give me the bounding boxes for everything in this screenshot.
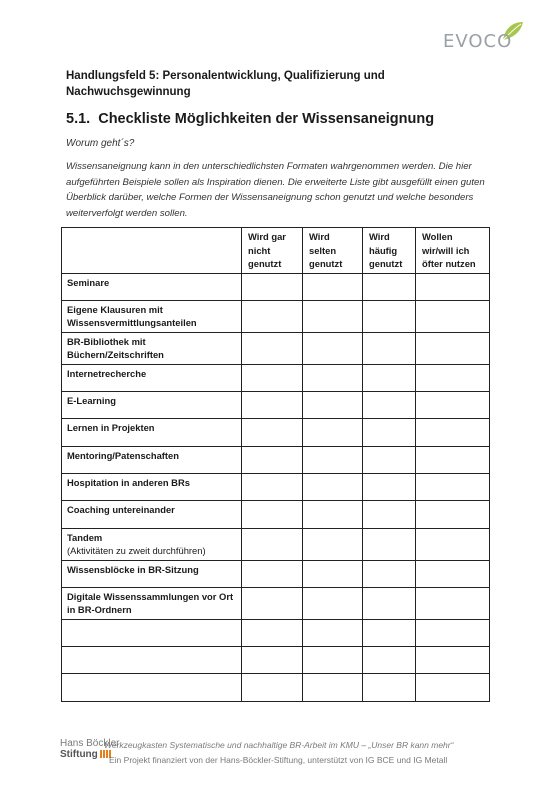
checkbox-cell[interactable] <box>303 473 363 500</box>
checkbox-cell[interactable] <box>242 300 303 332</box>
header-cell: Wird selten genutzt <box>303 228 363 274</box>
table-row <box>62 619 490 646</box>
checkbox-cell[interactable] <box>416 560 490 587</box>
checkbox-cell[interactable] <box>242 392 303 419</box>
table-row <box>62 560 490 587</box>
checkbox-cell[interactable] <box>363 619 416 646</box>
checkbox-cell[interactable] <box>303 501 363 528</box>
checkbox-cell[interactable] <box>303 392 363 419</box>
row-label: Seminare <box>67 276 110 288</box>
checkbox-cell[interactable] <box>242 528 303 560</box>
row-label: Lernen in Projekten <box>67 422 155 434</box>
header-cell: Wird häufig genutzt <box>363 228 416 274</box>
row-label: Eigene Klausuren mit Wissensvermittlungsanteilen <box>67 303 197 329</box>
table-header-row <box>62 228 490 274</box>
header-cell <box>62 228 242 274</box>
checkbox-cell[interactable] <box>303 647 363 674</box>
row-label: BR-Bibliothek mit Büchern/Zeitschriften <box>67 335 164 361</box>
checkbox-cell[interactable] <box>416 674 490 701</box>
checkbox-cell[interactable] <box>242 587 303 619</box>
row-label: E-Learning <box>67 395 116 407</box>
checkbox-cell[interactable] <box>242 273 303 300</box>
checkbox-cell[interactable] <box>303 446 363 473</box>
section-heading <box>66 111 434 127</box>
header-cell: Wollen wir/will ich öfter nutzen <box>416 228 490 274</box>
org-line2: Stiftung <box>60 749 98 760</box>
checkbox-cell[interactable] <box>242 560 303 587</box>
checkbox-cell[interactable] <box>363 647 416 674</box>
checkbox-cell[interactable] <box>303 560 363 587</box>
row-label-cell <box>62 419 242 446</box>
evoco-logo <box>443 20 525 54</box>
checkbox-cell[interactable] <box>242 332 303 364</box>
row-label-cell <box>62 332 242 364</box>
table-row <box>62 501 490 528</box>
row-label-cell <box>62 392 242 419</box>
row-label-cell <box>62 560 242 587</box>
row-label-cell <box>62 528 242 560</box>
section-number: 5.1. <box>66 111 91 127</box>
checkbox-cell[interactable] <box>363 392 416 419</box>
checkbox-cell[interactable] <box>242 473 303 500</box>
checkbox-cell[interactable] <box>416 619 490 646</box>
checkbox-cell[interactable] <box>363 674 416 701</box>
row-note: (Aktivitäten zu zweit durchführen) <box>67 545 206 557</box>
row-label: Digitale Wissenssammlungen vor Ort in BR-Ordnern <box>67 590 234 616</box>
handlungsfeld-heading: Handlungsfeld 5: Personalentwicklung, Qualifizierung und Nachwuchsgewinnung <box>66 70 385 98</box>
checkbox-cell[interactable] <box>363 501 416 528</box>
org-line1: Hans Böckler <box>60 738 120 749</box>
logo-text: EVOCO <box>443 31 513 52</box>
checkbox-cell[interactable] <box>303 300 363 332</box>
section-title: Checkliste Möglichkeiten der Wissensaneignung <box>98 111 435 127</box>
checkbox-cell[interactable] <box>363 364 416 391</box>
table-row <box>62 473 490 500</box>
row-label-cell <box>62 273 242 300</box>
row-label: Hospitation in anderen BRs <box>67 476 190 488</box>
table-row <box>62 647 490 674</box>
row-label-cell <box>62 501 242 528</box>
table-row <box>62 446 490 473</box>
table-row <box>62 528 490 560</box>
checkbox-cell[interactable] <box>303 674 363 701</box>
row-label-cell <box>62 364 242 391</box>
row-label: Mentoring/Patenschaften <box>67 449 179 461</box>
intro-paragraph: Wissensaneignung kann in den unterschiedlichsten Formaten wahrgenommen werden. Die hier aufgeführten Beispiele sollen als Inspiration dienen. Die erweiterte Liste gibt ausgefüllt einen guten Überblick darüber, welche Formen der Wissensaneignung schon genutzt und welche besonders weiterverfolgt werden sollen. <box>66 161 485 219</box>
table-row <box>62 392 490 419</box>
checkbox-cell[interactable] <box>363 473 416 500</box>
checkbox-cell[interactable] <box>416 300 490 332</box>
checkbox-cell[interactable] <box>242 674 303 701</box>
checkbox-cell[interactable] <box>363 273 416 300</box>
checkbox-cell[interactable] <box>303 364 363 391</box>
checkbox-cell[interactable] <box>303 332 363 364</box>
checkbox-cell[interactable] <box>416 528 490 560</box>
checkbox-cell[interactable] <box>416 392 490 419</box>
checkbox-cell[interactable] <box>416 364 490 391</box>
header-cell: Wird gar nicht genutzt <box>242 228 303 274</box>
table-row <box>62 364 490 391</box>
row-label-cell <box>62 619 242 646</box>
checkbox-cell[interactable] <box>363 419 416 446</box>
footer-line1: Werkzeugkasten Systematische und nachhaltige BR-Arbeit im KMU – „Unser BR kann mehr“ <box>104 740 454 750</box>
checkbox-cell[interactable] <box>363 446 416 473</box>
checkbox-cell[interactable] <box>242 419 303 446</box>
row-label-cell <box>62 587 242 619</box>
table-row <box>62 273 490 300</box>
checkbox-cell[interactable] <box>363 528 416 560</box>
footer-line2: Ein Projekt finanziert von der Hans-Böckler-Stiftung, unterstützt von IG BCE und IG Metall <box>109 755 448 765</box>
checkbox-cell[interactable] <box>416 647 490 674</box>
row-label: Internetrecherche <box>67 367 147 379</box>
checkbox-cell[interactable] <box>303 419 363 446</box>
row-label-cell <box>62 473 242 500</box>
checkbox-cell[interactable] <box>416 587 490 619</box>
checkbox-cell[interactable] <box>416 473 490 500</box>
row-label-cell <box>62 647 242 674</box>
checkbox-cell[interactable] <box>416 273 490 300</box>
row-label: Tandem <box>67 531 103 543</box>
checkbox-cell[interactable] <box>416 446 490 473</box>
row-label: Wissensblöcke in BR-Sitzung <box>67 563 199 575</box>
row-label-cell <box>62 446 242 473</box>
checkbox-cell[interactable] <box>242 647 303 674</box>
checkbox-cell[interactable] <box>416 332 490 364</box>
table-row <box>62 587 490 619</box>
checklist-table <box>61 227 490 702</box>
checkbox-cell[interactable] <box>363 332 416 364</box>
checkbox-cell[interactable] <box>242 501 303 528</box>
checkbox-cell[interactable] <box>242 446 303 473</box>
checkbox-cell[interactable] <box>242 619 303 646</box>
checkbox-cell[interactable] <box>303 619 363 646</box>
checkbox-cell[interactable] <box>303 528 363 560</box>
checkbox-cell[interactable] <box>242 364 303 391</box>
checkbox-cell[interactable] <box>303 273 363 300</box>
table-row <box>62 300 490 332</box>
checkbox-cell[interactable] <box>363 560 416 587</box>
row-label: Coaching untereinander <box>67 504 175 516</box>
intro-question: Worum geht´s? <box>66 138 135 149</box>
table-row <box>62 332 490 364</box>
checkbox-cell[interactable] <box>363 587 416 619</box>
checkbox-cell[interactable] <box>416 419 490 446</box>
row-label-cell <box>62 300 242 332</box>
row-label-cell <box>62 674 242 701</box>
checkbox-cell[interactable] <box>303 587 363 619</box>
table-row <box>62 674 490 701</box>
table-row <box>62 419 490 446</box>
checkbox-cell[interactable] <box>363 300 416 332</box>
checkbox-cell[interactable] <box>416 501 490 528</box>
